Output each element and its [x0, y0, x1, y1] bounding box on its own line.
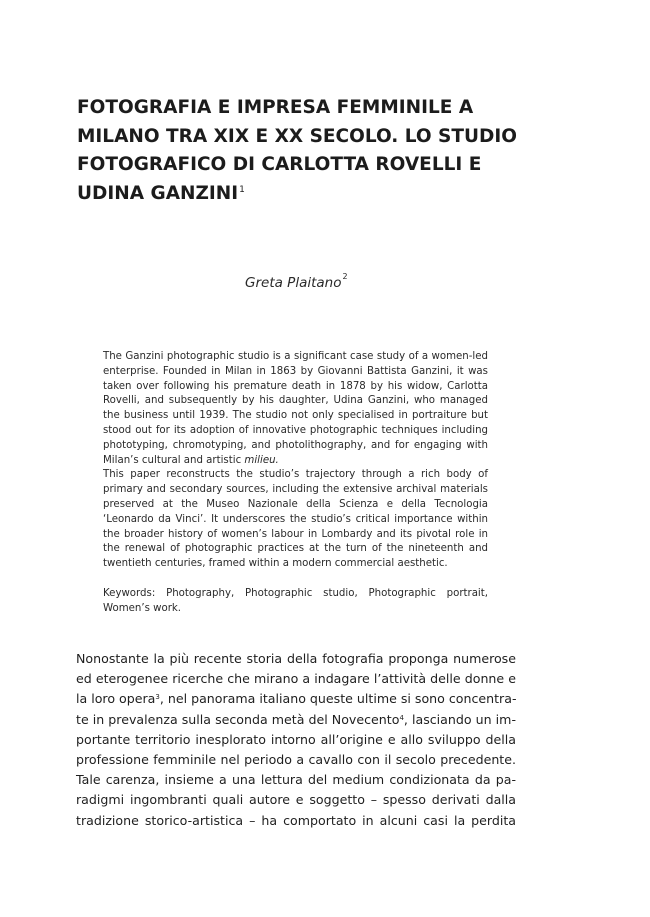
- footnote-ref[interactable]: 4: [399, 713, 404, 722]
- author-byline: [245, 272, 348, 291]
- body-line: ed eterogenee ricerche che mirano a indagare l’attività delle donne e: [76, 671, 516, 687]
- title-line: [77, 180, 577, 209]
- body-line: professione femminile nel periodo a cavallo con il secolo precedente.: [76, 752, 516, 768]
- body-line: tradizione storico-artistica – ha comportato in alcuni casi la perdita: [76, 812, 516, 828]
- body-line-text: , nel panorama italiano queste ultime si sono concentra-: [159, 691, 517, 707]
- abstract: [103, 350, 488, 572]
- body-line: Tale carenza, insieme a una lettura del medium condizionata da pa-: [76, 772, 516, 788]
- article-title: [77, 94, 577, 208]
- body-text: [76, 649, 516, 831]
- body-line-text: te in prevalenza sulla seconda metà del Novecento: [76, 711, 400, 727]
- body-line: [76, 689, 516, 709]
- title-line: FOTOGRAFICO DI CARLOTTA ROVELLI E: [77, 154, 482, 175]
- abstract-paragraph-2: This paper reconstructs the studio’s trajectory through a rich body of primary and secondary sources, including the extensive archival materials preserved at the Museo Nazionale della Scienza e della Tecnologia ‘Leonardo da Vinci’. It underscores the studio’s critical importance within the broader history of women’s labour in Lombardy and its pivotal role in the renewal of photographic practices at the turn of the nineteenth and twentieth centuries, framed within a modern commercial aesthetic.: [103, 469, 488, 570]
- body-line: radigmi ingombranti quali autore e soggetto – spesso derivati dalla: [76, 792, 516, 808]
- author-footnote-ref[interactable]: 2: [342, 272, 348, 281]
- footnote-ref[interactable]: 3: [155, 693, 160, 702]
- author-name: Greta Plaitano: [245, 275, 342, 291]
- abstract-paragraph-1: [103, 350, 488, 468]
- title-footnote-ref[interactable]: 1: [239, 184, 245, 195]
- body-line-text: , lasciando un im-: [403, 711, 516, 727]
- title-line: FOTOGRAFIA E IMPRESA FEMMINILE A: [77, 97, 474, 118]
- body-line: portante territorio inesplorato intorno all’origine e allo sviluppo della: [76, 731, 516, 747]
- body-line: [76, 710, 516, 730]
- abstract-text: The Ganzini photographic studio is a significant case study of a women-led enterprise. Founded in Milan in 1863 by Giovanni Battista Ganzini, it was taken over following his premature death in 1878 by his widow, Carlotta Rovelli, and subsequently by his daughter, Udina Ganzini, who managed the business until 1939. The studio not only specialised in portraiture but stood out for its adoption of innovative photographic techniques including phototyping, chromotyping, and photolithography, and for engaging with Milan’s cultural and artistic: [103, 351, 488, 466]
- abstract-italic-term: milieu.: [244, 454, 279, 466]
- keywords: Keywords: Photography, Photographic studio, Photographic portrait, Women’s work.: [103, 588, 488, 614]
- title-line-text: UDINA GANZINI: [77, 182, 239, 204]
- body-line: Nonostante la più recente storia della fotografia proponga numerose: [76, 651, 516, 666]
- body-line-text: la loro opera: [76, 691, 156, 707]
- title-line: MILANO TRA XIX E XX SECOLO. LO STUDIO: [77, 125, 517, 147]
